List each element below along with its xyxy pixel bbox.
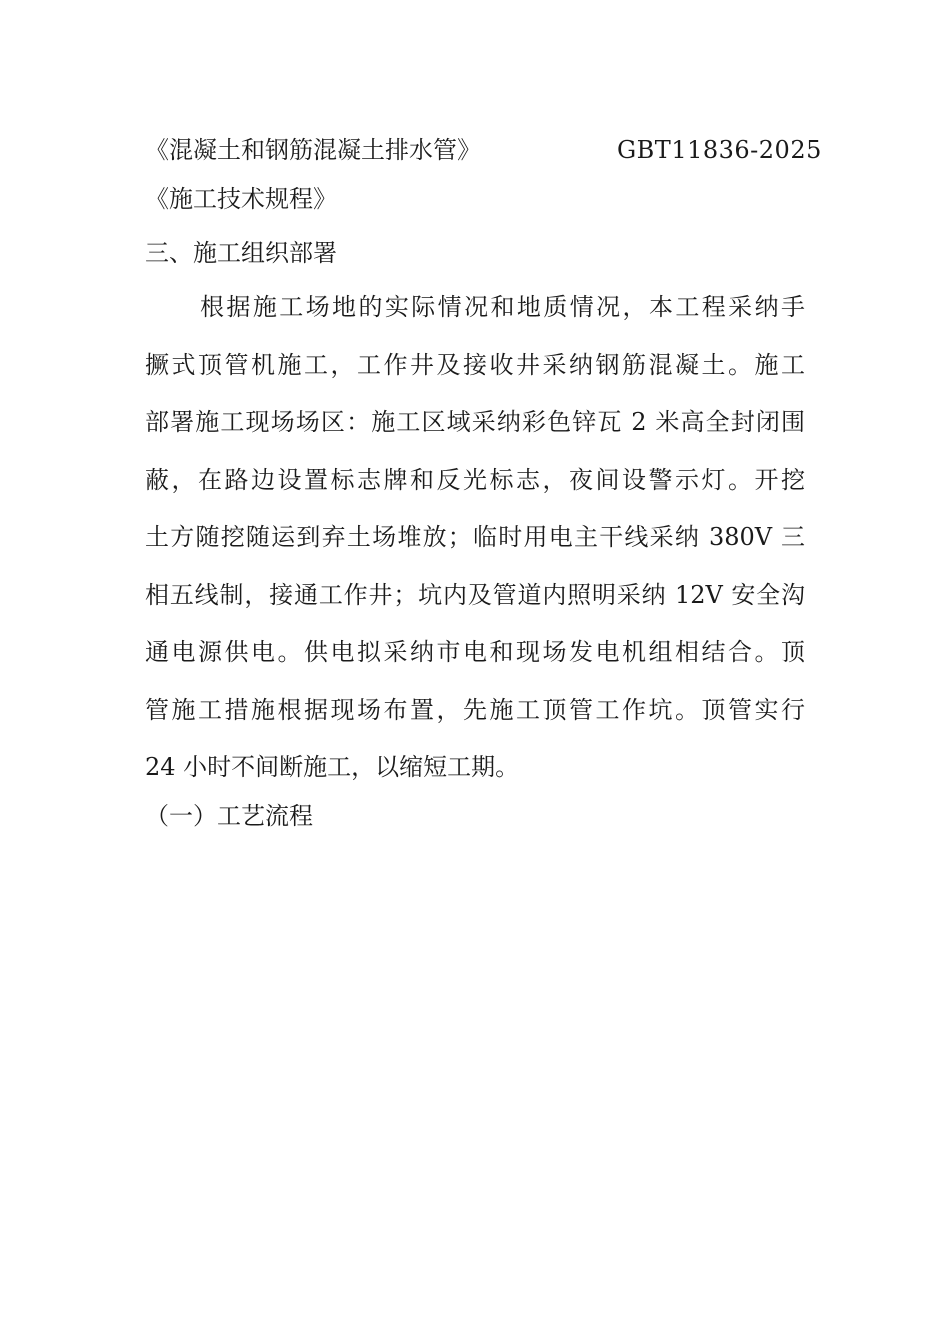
reference-second-title: 《施工技术规程》 [145, 185, 337, 213]
paragraph-line: 部署施工现场场区：施工区域采纳彩色锌瓦 2 米高全封闭围 [145, 408, 805, 436]
paragraph-line: 蔽，在路边设置标志牌和反光标志，夜间设警示灯。开挖 [145, 465, 805, 494]
body-paragraph [145, 287, 805, 805]
section-heading: 三、施工组织部署 [145, 239, 337, 267]
paragraph-line: 土方随挖随运到弃土场堆放；临时用电主干线采纳 380V 三 [145, 523, 805, 551]
paragraph-line: 24 小时不间断施工，以缩短工期。 [145, 753, 520, 781]
paragraph-line: 通电源供电。供电拟采纳市电和现场发电机组相结合。顶 [145, 638, 805, 666]
standard-title: 《混凝土和钢筋混凝土排水管》 [145, 136, 481, 164]
paragraph-line: 撅式顶管机施工，工作井及接收井采纳钢筋混凝土。施工 [145, 350, 805, 379]
paragraph-line: 根据施工场地的实际情况和地质情况，本工程采纳手 [200, 293, 805, 321]
paragraph-line: 管施工措施根据现场布置，先施工顶管工作坑。顶管实行 [145, 695, 805, 724]
subsection-heading: （一）工艺流程 [145, 802, 313, 830]
paragraph-line: 相五线制，接通工作井；坑内及管道内照明采纳 12V 安全沟 [145, 580, 805, 609]
standard-code: GBT11836-2025 [617, 136, 822, 164]
